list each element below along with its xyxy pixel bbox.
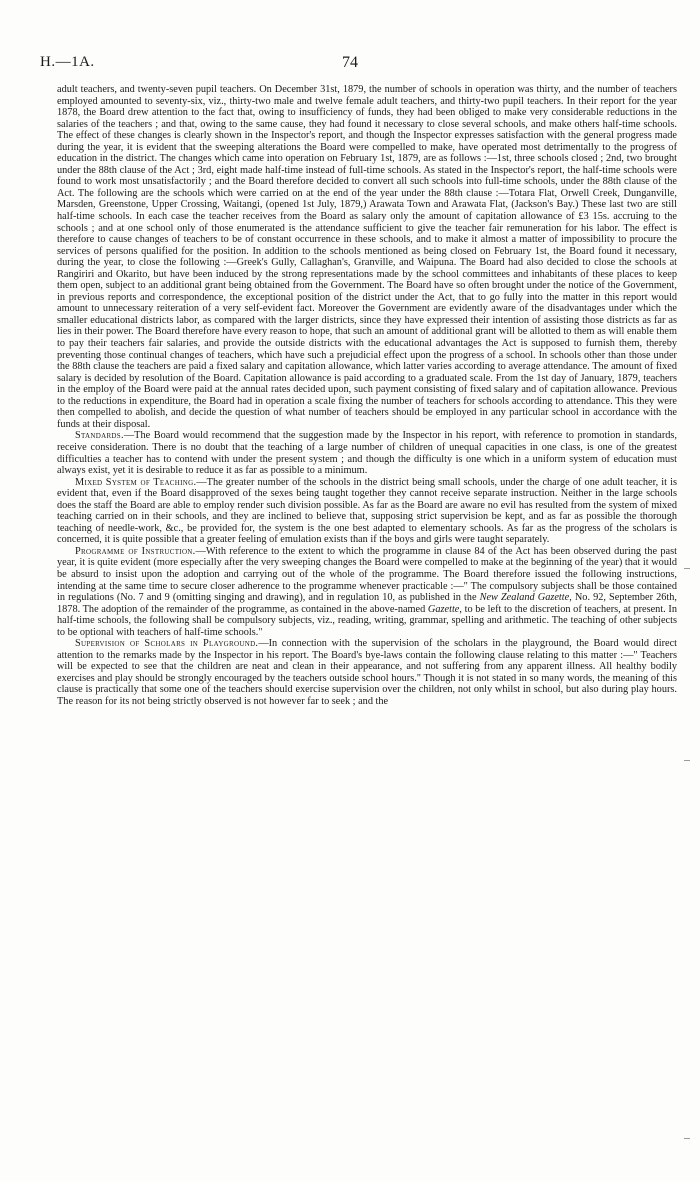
section-heading-programme: Programme of Instruction. xyxy=(75,545,196,557)
gazette-short-title: Gazette xyxy=(427,603,460,615)
paragraph-standards xyxy=(57,430,677,476)
paragraph-text: —With reference to the extent to which the programme in clause 84 of the Act has been observed during the past year, it is quite evident (more especially after the very sweeping changes the Board were compelled to make at the beginning of the year) that it would be absurd to insist upon the adoption and carrying out of the whole of the programme. The Board therefore issued the following instructions, intending at the same time to secure closer adherence to the programme whenever practicable :—" The compulsory subjects shall be those contained in regulations (No. 7 and 9 (omitting singing and drawing), and in regulation 10, as published in the xyxy=(57,545,677,604)
margin-mark xyxy=(684,760,690,761)
document-body xyxy=(57,84,677,708)
paragraph-mixed-system xyxy=(57,477,677,546)
section-heading-mixed-system: Mixed System of Teaching. xyxy=(75,476,197,488)
gazette-title: New Zealand Gazette xyxy=(479,592,570,604)
parliamentary-paper-reference: H.—1A. xyxy=(40,54,95,70)
margin-mark xyxy=(684,568,690,569)
paragraph-text: —In connection with the supervision of the scholars in the playground, the Board would direct attention to the remarks made by the Inspector in his report. The Board's bye-laws contain the following clause relating to this matter :—" Teachers will be expected to see that the children are neat and clean in their appearance, and not suffering from any apparent illness. All healthy bodily exercises and play should be strongly encouraged by the teachers outside school hours." Though it is not stated in so many words, the meaning of this clause is practically that some one of the teachers should exercise supervision over the children, not only whilst in school, but also during play hours. The reason for its not being strictly observed is not however far to seek ; and the xyxy=(57,638,678,707)
paragraph-text: —The Board would recommend that the suggestion made by the Inspector in his report, with reference to promotion in standards, receive consideration. There is no doubt that the teaching of a large number of children of unequal capacities in one class, is one of the greatest difficulties a teacher has to contend with under the present system ; and though the difficulty is one which in a uniform system of education must always exist, yet it is desirable to reduce it as far as possible to a minimum. xyxy=(57,430,677,477)
paragraph-programme xyxy=(57,546,677,638)
page-number: 74 xyxy=(342,54,358,71)
paragraph-text: , to be left to the discretion of teachers, at present. In half-time schools, the following shall be compulsory subjects, viz., reading, writing, grammar, spelling and arithmetic. The teaching of other subjects to be optional with teachers of half-time schools." xyxy=(57,603,677,638)
paragraph-text: adult teachers, and twenty-seven pupil teachers. On December 31st, 1879, the number of schools in operation was thirty, and the number of teachers employed amounted to seventy-six, viz., thirty-two male and twelve female adult teachers, and thirty-two pupil teachers. In their report for the year 1878, the Board drew attention to the fact that, owing to insufficiency of funds, they had been obliged to make very considerable reductions in the salaries of the teachers ; and that, owing to the same cause, they had found it necessary to close several schools, and make others half-time schools. The effect of these changes is clearly shown in the Inspector's report, and though the Inspector expresses satisfaction with the general progress made during the year, it is evident that the sweeping alterations the Board were compelled to make, have operated most detrimentally to the progress of education in the district. The changes which came into operation on February 1st, 1879, are as follows :—1st, three schools closed ; 2nd, two brought under the 88th clause of the Act ; 3rd, eight made half-time instead of full-time schools. As stated in the Inspector's report, the half-time schools were found to work most unsatisfactorily ; and the Board therefore decided to convert all such schools into full-time schools, under the 88th clause of the Act. The following are the schools which were carried on at the end of the year under the 88th clause :—Totara Flat, Orwell Creek, Dunganville, Marsden, Greenstone, Upper Crossing, Waitangi, (opened 1st July, 1879,) Arawata Town and Arawata Flat, (Jackson's Bay.) These last two are still half-time schools. In each case the teacher receives from the Board as salary only the amount of capitation allowance of £3 15s. accruing to the schools ; and at one school only of those enumerated is the attendance sufficient to give the teacher fair remuneration for his labor. The effect is therefore to cause changes of teachers to be of constant occurrence in these schools, and to make it almost a matter of impossibility to procure the services of persons qualified for the position. In addition to the schools mentioned as being closed on February 1st, the Board found it necessary, during the year, to close the following :—Greek's Gully, Callaghan's, Granville, and Waipuna. The Board had also decided to close the schools at Rangiriri and Okarito, but have been induced by the strong representations made by the school committees and inhabitants of these places to keep them open, subject to an additional grant being obtained from the Government. The Board have so often brought under the notice of the Government, in previous reports and correspondence, the exceptional position of the district under the Act, that to go fully into the matter in this report would amount to unnecessary reiteration of a very self-evident fact. Moreover the Government are evidently aware of the disadvantages under which the smaller educational districts labor, as compared with the larger districts, since they have expressed their intention of assisting those districts as far as lies in their power. The Board therefore have every reason to hope, that such an amount of additional grant will be allotted to them as will enable them to pay their teachers fair salaries, and provide the outside districts with the educational advantages the Act is supposed to furnish them, thereby preventing those continual changes of teachers, which have such a prejudicial effect upon the progress of a school. In schools other than those under the 88th clause the teachers are paid a fixed salary and capitation allowance, which latter varies according to average attendance. The amount of fixed salary is decided by resolution of the Board. Capitation allowance is paid according to a graduated scale. From the 1st day of January, 1879, teachers in the employ of the Board were paid at the annual rates decided upon, such payment consisting of fixed salary and of capitation allowance. Previous to the reductions in expenditure, the Board had in operation a scale fixing the number of teachers for schools according to attendance. This they were then compelled to abolish, and decide the question of what number of teachers should be employed in any particular school in accordance with the funds at their disposal. xyxy=(57,84,677,430)
paragraph-text: —The greater number of the schools in the district being small schools, under the charge of one adult teacher, it is evident that, even if the Board disapproved of the sexes being taught together they cannot receive separate instruction. Neither in the large schools does the staff the Board are able to employ render such division possible. As far as the Board are aware no evil has resulted from the system of mixed teaching carried on in their schools, and they are inclined to believe that, supposing strict supervision be kept, and as far as possible the thorough teaching of needle-work, &c., be provided for, the system is the one best adapted to elementary schools. As far as the progress of the scholars is concerned, it is quite possible that a greater feeling of emulation exists than if the boys and girls were taught separately. xyxy=(57,476,678,546)
paragraph-school-operations xyxy=(57,84,677,430)
section-heading-supervision: Supervision of Scholars in Playground. xyxy=(75,638,259,650)
section-heading-standards: Standards. xyxy=(75,430,124,442)
margin-mark xyxy=(684,1138,690,1139)
paragraph-supervision xyxy=(57,638,677,707)
page-header xyxy=(40,54,660,74)
paragraph-text: , No. 92, September 26th, 1878. The adoption of the remainder of the programme, as contained in the above-named xyxy=(57,592,677,615)
